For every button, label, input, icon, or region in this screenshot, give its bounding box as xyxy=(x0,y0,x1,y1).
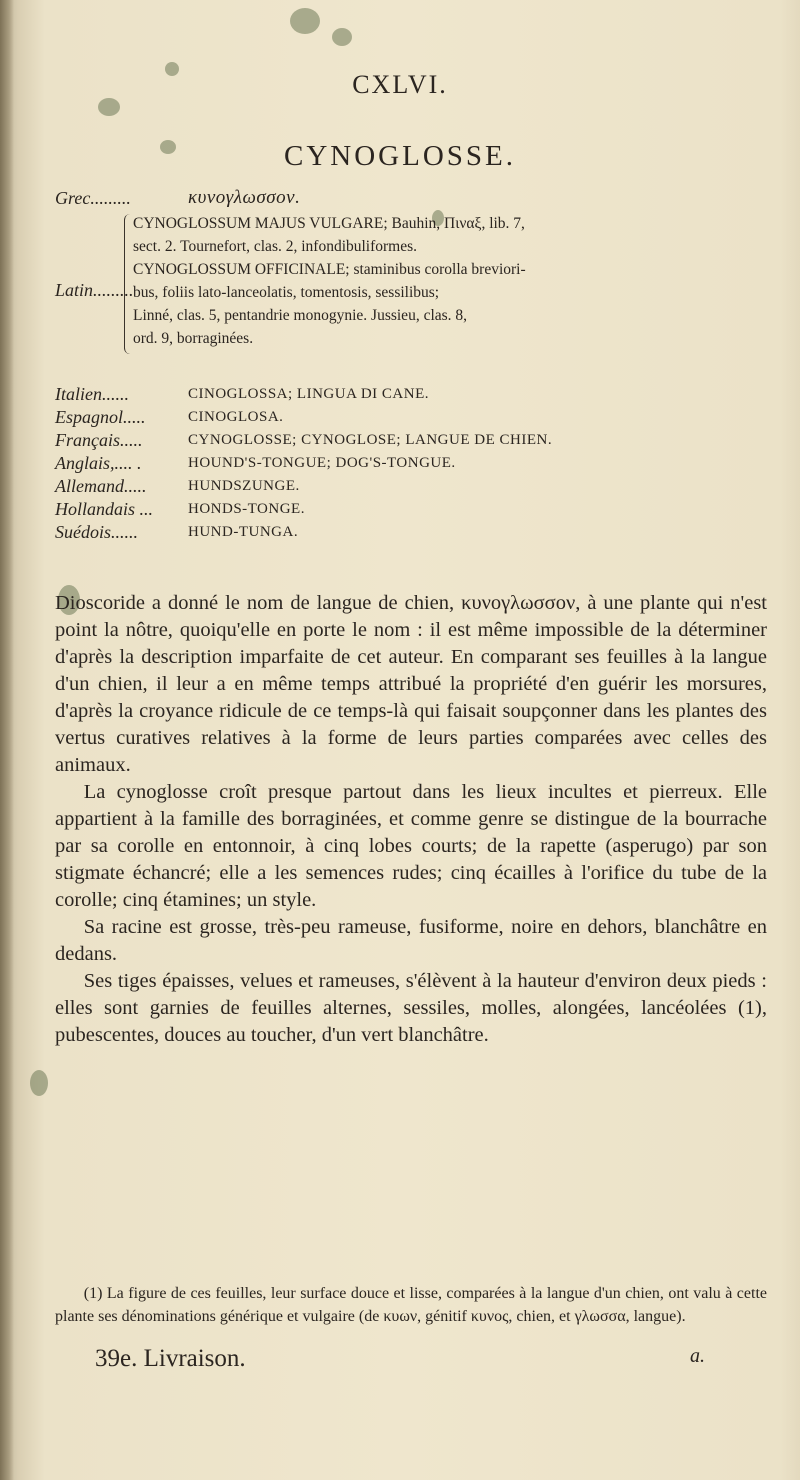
plate-number: CXLVI. xyxy=(352,70,448,99)
synonym-lang: Suédois...... xyxy=(55,522,138,542)
latin-line: Linné, clas. 5, pentandrie monogynie. Jussieu, clas. 8, xyxy=(133,307,468,324)
latin-brace xyxy=(124,214,133,354)
stain-mark xyxy=(30,1070,48,1096)
latin-line: sect. 2. Tournefort, clas. 2, infondibuliformes. xyxy=(133,238,418,255)
synonym-value: HUND-TUNGA. xyxy=(188,524,299,540)
synonym-lang: Espagnol..... xyxy=(55,407,146,427)
synonym-value: κυνογλωσσον. xyxy=(188,187,301,208)
synonym-value: CYNOGLOSSE; CYNOGLOSE; LANGUE DE CHIEN. xyxy=(188,432,553,448)
footnote xyxy=(55,1282,767,1328)
synonym-lang: Italien...... xyxy=(55,384,129,404)
stain-mark xyxy=(290,8,320,34)
body-paragraph: Ses tiges épaisses, velues et rameuses, s'élèvent à la hauteur d'environ deux pieds : elles sont garnies de feuilles alternes, sessiles, molles, alongées, lancéolées (1), pubescentes, douces au toucher, d'un vert blanchâtre. xyxy=(55,970,767,1046)
latin-line: ord. 9, borraginées. xyxy=(133,330,254,347)
stain-mark xyxy=(332,28,352,46)
body-paragraph: Dioscoride a donné le nom de langue de chien, κυνογλωσσον, à une plante qui n'est point la nôtre, quoiqu'elle en porte le nom : il est même impossible de la déterminer d'après la description imparfaite de cet auteur. En comparant ses feuilles à la langue d'un chien, il leur a en même temps attribué la propriété d'en guérir les morsures, d'après la croyance ridicule de ce temps-là qui faisait soupçonner dans les plantes des vertus curatives relatives à la forme de leurs parties comparées avec celles des animaux. xyxy=(55,592,767,776)
synonym-value: CINOGLOSSA; LINGUA DI CANE. xyxy=(188,386,429,402)
latin-synonyms xyxy=(133,212,773,350)
synonym-value: HONDS-TONGE. xyxy=(188,501,305,517)
signature-letter: a. xyxy=(690,1345,705,1367)
latin-line: bus, foliis lato-lanceolatis, tomentosis, sessilibus; xyxy=(133,284,440,301)
synonym-lang: Allemand..... xyxy=(55,476,147,496)
page-title: CYNOGLOSSE. xyxy=(284,140,516,172)
body-text xyxy=(55,590,767,1049)
body-paragraph: La cynoglosse croît presque partout dans les lieux incultes et pierreux. Elle appartient à la famille des borraginées, et comme genre se distingue de la bourrache par sa corolle en entonnoir, à cinq lobes courts; de la rapette (asperugo) par son stigmate échancré; elle a les semences rudes; cinq écailles à l'orifice du tube de la corolle; cinq étamines; un style. xyxy=(55,781,767,911)
stain-mark xyxy=(98,98,120,116)
synonym-value: CINOGLOSA. xyxy=(188,409,284,425)
synonym-lang: Grec......... xyxy=(55,188,131,208)
synonym-value: HOUND'S-TONGUE; DOG'S-TONGUE. xyxy=(188,455,456,471)
latin-line: CYNOGLOSSUM OFFICINALE; staminibus corolla breviori- xyxy=(133,261,526,278)
latin-line: CYNOGLOSSUM MAJUS VULGARE; Bauhin, Πιναξ, lib. 7, xyxy=(133,215,525,232)
synonym-lang: Hollandais ... xyxy=(55,499,154,519)
synonym-lang: Latin......... xyxy=(55,280,134,300)
signature-mark: 39e. Livraison. xyxy=(95,1345,246,1372)
synonym-lang: Anglais,.... . xyxy=(55,453,142,473)
body-paragraph: Sa racine est grosse, très-peu rameuse, fusiforme, noire en dehors, blanchâtre en dedans. xyxy=(55,916,767,965)
footnote-text: (1) La figure de ces feuilles, leur surface douce et lisse, comparées à la langue d'un chien, ont valu à cette plante ses dénominations générique et vulgaire (de κυων, génitif κυνος, chien, et γλωσσα, langue). xyxy=(55,1285,767,1325)
page-edge-shadow xyxy=(0,0,14,1480)
synonym-value: HUNDSZUNGE. xyxy=(188,478,300,494)
synonym-lang: Français..... xyxy=(55,430,143,450)
